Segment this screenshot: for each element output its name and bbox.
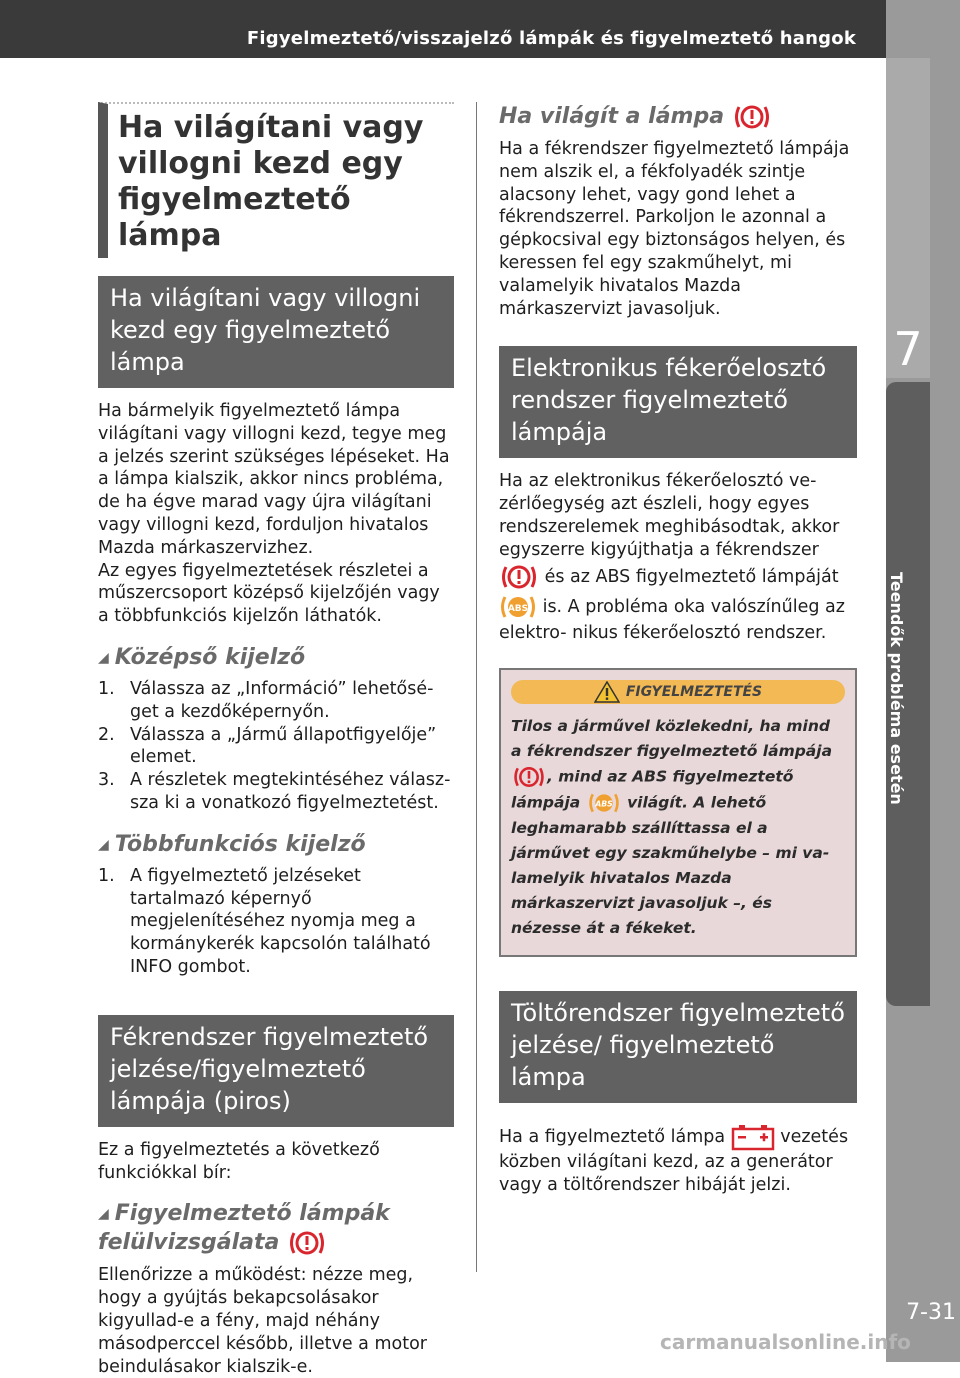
step-number: 2. (98, 724, 115, 745)
right-column (499, 102, 857, 1197)
chapter-number: 7 (893, 322, 923, 376)
list-item (98, 678, 454, 724)
warning-label (511, 680, 845, 704)
caution-triangle-icon (594, 681, 620, 703)
subheading-text: Többfunkciós kijelző (114, 831, 366, 857)
step-text: A figyelmeztető jelzéseket tartalmazó képernyő megjelenítéséhez nyomja meg a kormánykerék kapcsolón található INFO gombot. (130, 865, 431, 977)
paragraph: Ez a figyelmeztetés a következő funkciókkal bír: (98, 1139, 380, 1183)
text-fragment: Ha az elektronikus fékerőelosztó ve- zérlőegység azt észleli, hogy egyes rendszerelemek meghibásodtak, akkor egyszerre kigyújthatja a fékrendszer (499, 471, 840, 560)
steps-list (98, 865, 454, 979)
paragraph: Ha a fékrendszer figyelmeztető lámpája nem alszik el, a fékfolyadék szintje alacsony lehet, vagy gond lehet a fékrendszerrel. Parkoljon le azonnal a gépkocsival egy biztonságos helyen, és keressen fel egy szakműhelyt, mi valamelyik hivatalos Mazda márkaszervizt javasoljuk. (499, 139, 850, 319)
brake-warning-icon (499, 562, 539, 592)
battery-icon (731, 1123, 775, 1151)
steps-list (98, 678, 454, 815)
step-text: Válassza a „Jármű állapotfigyelője” elemet. (130, 724, 437, 768)
header-title: Figyelmeztető/visszajelző lámpák és figyelmeztető hangok (246, 28, 856, 49)
list-item (98, 724, 454, 770)
subheading-lamp-check (98, 1200, 454, 1258)
step-text: A részletek megtekintéséhez válasz- sza ki a vonatkozó figyelmeztetést. (130, 770, 451, 813)
subheading-text: Ha világít a lámpa (499, 104, 725, 129)
warning-text (511, 714, 845, 941)
page-title: Ha világítani vagy villogni kezd egy figyelmeztető lámpa (98, 102, 454, 258)
text-fragment: is. A probléma oka valószínűleg az elektro- nikus fékerőelosztó rendszer. (499, 596, 845, 643)
column-divider (476, 102, 477, 1272)
text-fragment: Tilos a járművel közlekedni, ha mind a fékrendszer figyelmeztető lámpája (511, 717, 833, 761)
subheading-multi-display (98, 831, 454, 859)
paragraph (499, 1123, 857, 1197)
watermark: carmanualsonline.info (660, 1330, 911, 1354)
warning-label-text: FIGYELMEZTETÉS (625, 684, 763, 701)
bullet-triangle-icon: ◢ (98, 649, 109, 666)
step-text: Válassza az „Információ” lehetősé- get a kezdőképernyőn. (130, 678, 434, 722)
list-item (98, 769, 454, 815)
subheading-lamp-lit (499, 102, 857, 132)
section-heading-brake: Fékrendszer figyelmeztető jelzése/figyelmeztető lámpája (piros) (98, 1015, 454, 1127)
text-fragment: Ha a figyelmeztető lámpa (499, 1127, 726, 1148)
paragraph: Ha bármelyik figyelmeztető lámpa világítani vagy villogni kezd, tegye meg a jelzés szerint szükséges lépéseket. Ha a lámpa kialszik, akkor nincs probléma, de ha égve marad vagy újra világítani vagy villogni kezd, forduljon hivatalos Mazda márkaszervizhez. (98, 401, 450, 558)
svg-text:ABS: ABS (594, 799, 613, 809)
subheading-text: Középső kijelző (114, 644, 306, 670)
text-fragment: világít. A lehető leghamarabb szállíttassa el a járművet egy szakműhelybe – mi va- lamelyik hivatalos Mazda márkaszervizt javasoljuk –, és nézesse át a fékeket. (511, 793, 830, 938)
list-item (98, 865, 454, 979)
section-heading-charging: Töltőrendszer figyelmeztető jelzése/ figyelmeztető lámpa (499, 991, 857, 1103)
step-number: 1. (98, 865, 115, 886)
paragraph (499, 470, 857, 644)
warning-box (499, 668, 857, 957)
step-number: 3. (98, 770, 115, 791)
page-number: 7-31 (906, 1300, 956, 1325)
section-heading-warning-lamp: Ha világítani vagy villogni kezd egy figyelmeztető lámpa (98, 276, 454, 388)
text-fragment: , mind az ABS figyelmeztető lámpája (511, 767, 794, 812)
bullet-triangle-icon: ◢ (98, 1206, 109, 1223)
paragraph: Ellenőrizze a működést: nézze meg, hogy a gyújtás bekapcsolásakor kigyullad-e a fény, majd néhány másodperccel később, illetve a motor beindulásakor kialszik-e. (98, 1265, 427, 1377)
subheading-text: Figyelmeztető lámpák felülvizsgálata (98, 1201, 390, 1256)
step-number: 1. (98, 678, 115, 699)
paragraph: Az egyes figyelmeztetések részletei a műszercsoport középső kijelzőjén vagy a többfunkciós kijelzőn láthatók. (98, 560, 440, 627)
left-column (98, 102, 454, 1378)
abs-warning-icon (586, 790, 622, 816)
section-heading-ebd: Elektronikus fékerőelosztó rendszer figyelmeztető lámpája (499, 346, 857, 458)
subheading-center-display (98, 644, 454, 672)
abs-warning-icon (499, 592, 537, 622)
bullet-triangle-icon: ◢ (98, 836, 109, 853)
text-fragment: vezetés közben világítani kezd, az a generátor vagy a töltőrendszer hibáját jelzi. (499, 1127, 849, 1196)
brake-warning-icon (732, 102, 772, 132)
chapter-title: Teendők probléma esetén (887, 572, 906, 805)
brake-warning-icon (287, 1228, 327, 1258)
svg-text:ABS: ABS (507, 603, 529, 614)
brake-warning-icon (511, 764, 547, 790)
text-fragment: és az ABS figyelmeztető lámpáját (544, 566, 839, 587)
